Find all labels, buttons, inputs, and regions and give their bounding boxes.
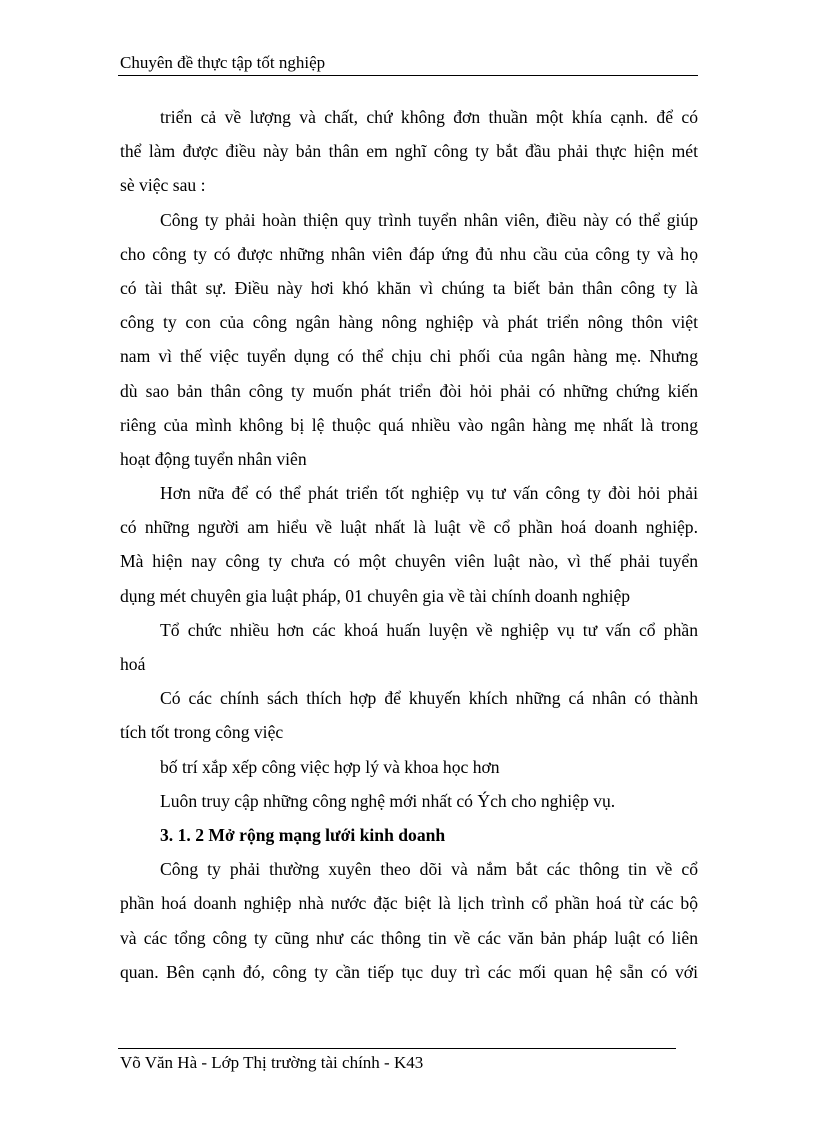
section-heading: 3. 1. 2 Mở rộng mạng lưới kinh doanh bbox=[160, 824, 446, 845]
paragraph-start: Công ty phải hoàn thiện quy trình tuyển nhân viên, điều này có thể giúp bbox=[160, 209, 698, 230]
paragraph-start: Hơn nữa để có thể phát triển tốt nghiệp vụ tư vấn công ty đòi hỏi phải bbox=[160, 483, 698, 504]
body-line: sè việc sau : bbox=[120, 175, 206, 196]
body-line: có những người am hiểu về luật nhất là luật về cổ phần hoá doanh nghiệp. bbox=[120, 517, 698, 538]
document-body bbox=[120, 100, 698, 989]
body-line: dù sao bản thân công ty muốn phát triển đòi hỏi phải có những chứng kiến bbox=[120, 380, 698, 401]
body-line: và các tổng công ty cũng như các thông tin về các văn bản pháp luật có liên bbox=[120, 927, 698, 948]
paragraph-start: Có các chính sách thích hợp để khuyến khích những cá nhân có thành bbox=[160, 688, 698, 709]
running-header: Chuyên đề thực tập tốt nghiệp bbox=[120, 53, 326, 72]
body-line: công ty con của công ngân hàng nông nghiệp và phát triển nông thôn việt bbox=[120, 312, 698, 333]
body-line: triển cả về lượng và chất, chứ không đơn thuần một khía cạnh. để có bbox=[160, 107, 698, 127]
body-line: hoạt động tuyển nhân viên bbox=[120, 448, 307, 469]
header-divider bbox=[118, 75, 698, 76]
body-line: riêng của mình không bị lệ thuộc quá nhiều vào ngân hàng mẹ nhất là trong bbox=[120, 414, 698, 435]
paragraph-start: bố trí xắp xếp công việc hợp lý và khoa học hơn bbox=[160, 756, 500, 777]
body-line: Mà hiện nay công ty chưa có một chuyên viên luật nào, vì thế phải tuyển bbox=[120, 551, 698, 572]
body-line: nam vì thế việc tuyển dụng có thể chịu chi phối của ngân hàng mẹ. Nhưng bbox=[120, 346, 698, 367]
footer-divider bbox=[118, 1048, 676, 1049]
body-line: phần hoá doanh nghiệp nhà nước đặc biệt là lịch trình cổ phần hoá từ các bộ bbox=[120, 893, 698, 914]
running-footer: Võ Văn Hà - Lớp Thị trường tài chính - K43 bbox=[120, 1053, 424, 1072]
body-line: có tài thât sự. Điều này hơi khó khăn vì chúng ta biết bản thân công ty là bbox=[120, 277, 698, 298]
body-line: dụng mét chuyên gia luật pháp, 01 chuyên gia về tài chính doanh nghiệp bbox=[120, 585, 631, 606]
body-line: tích tốt trong công việc bbox=[120, 722, 284, 743]
body-line: cho công ty có được những nhân viên đáp ứng đủ nhu cầu của công ty và họ bbox=[120, 243, 698, 264]
paragraph-start: Luôn truy cập những công nghệ mới nhất có Ých cho nghiệp vụ. bbox=[160, 790, 616, 811]
body-line: quan. Bên cạnh đó, công ty cần tiếp tục duy trì các mối quan hệ sẵn có với bbox=[120, 961, 698, 982]
paragraph-start: Công ty phải thường xuyên theo dõi và nắm bắt các thông tin về cổ bbox=[160, 859, 698, 880]
paragraph-start: Tổ chức nhiều hơn các khoá huấn luyện về nghiệp vụ tư vấn cổ phần bbox=[160, 619, 698, 640]
body-line: hoá bbox=[120, 654, 146, 674]
body-line: thể làm được điều này bản thân em nghĩ công ty bắt đầu phải thực hiện mét bbox=[120, 141, 698, 162]
